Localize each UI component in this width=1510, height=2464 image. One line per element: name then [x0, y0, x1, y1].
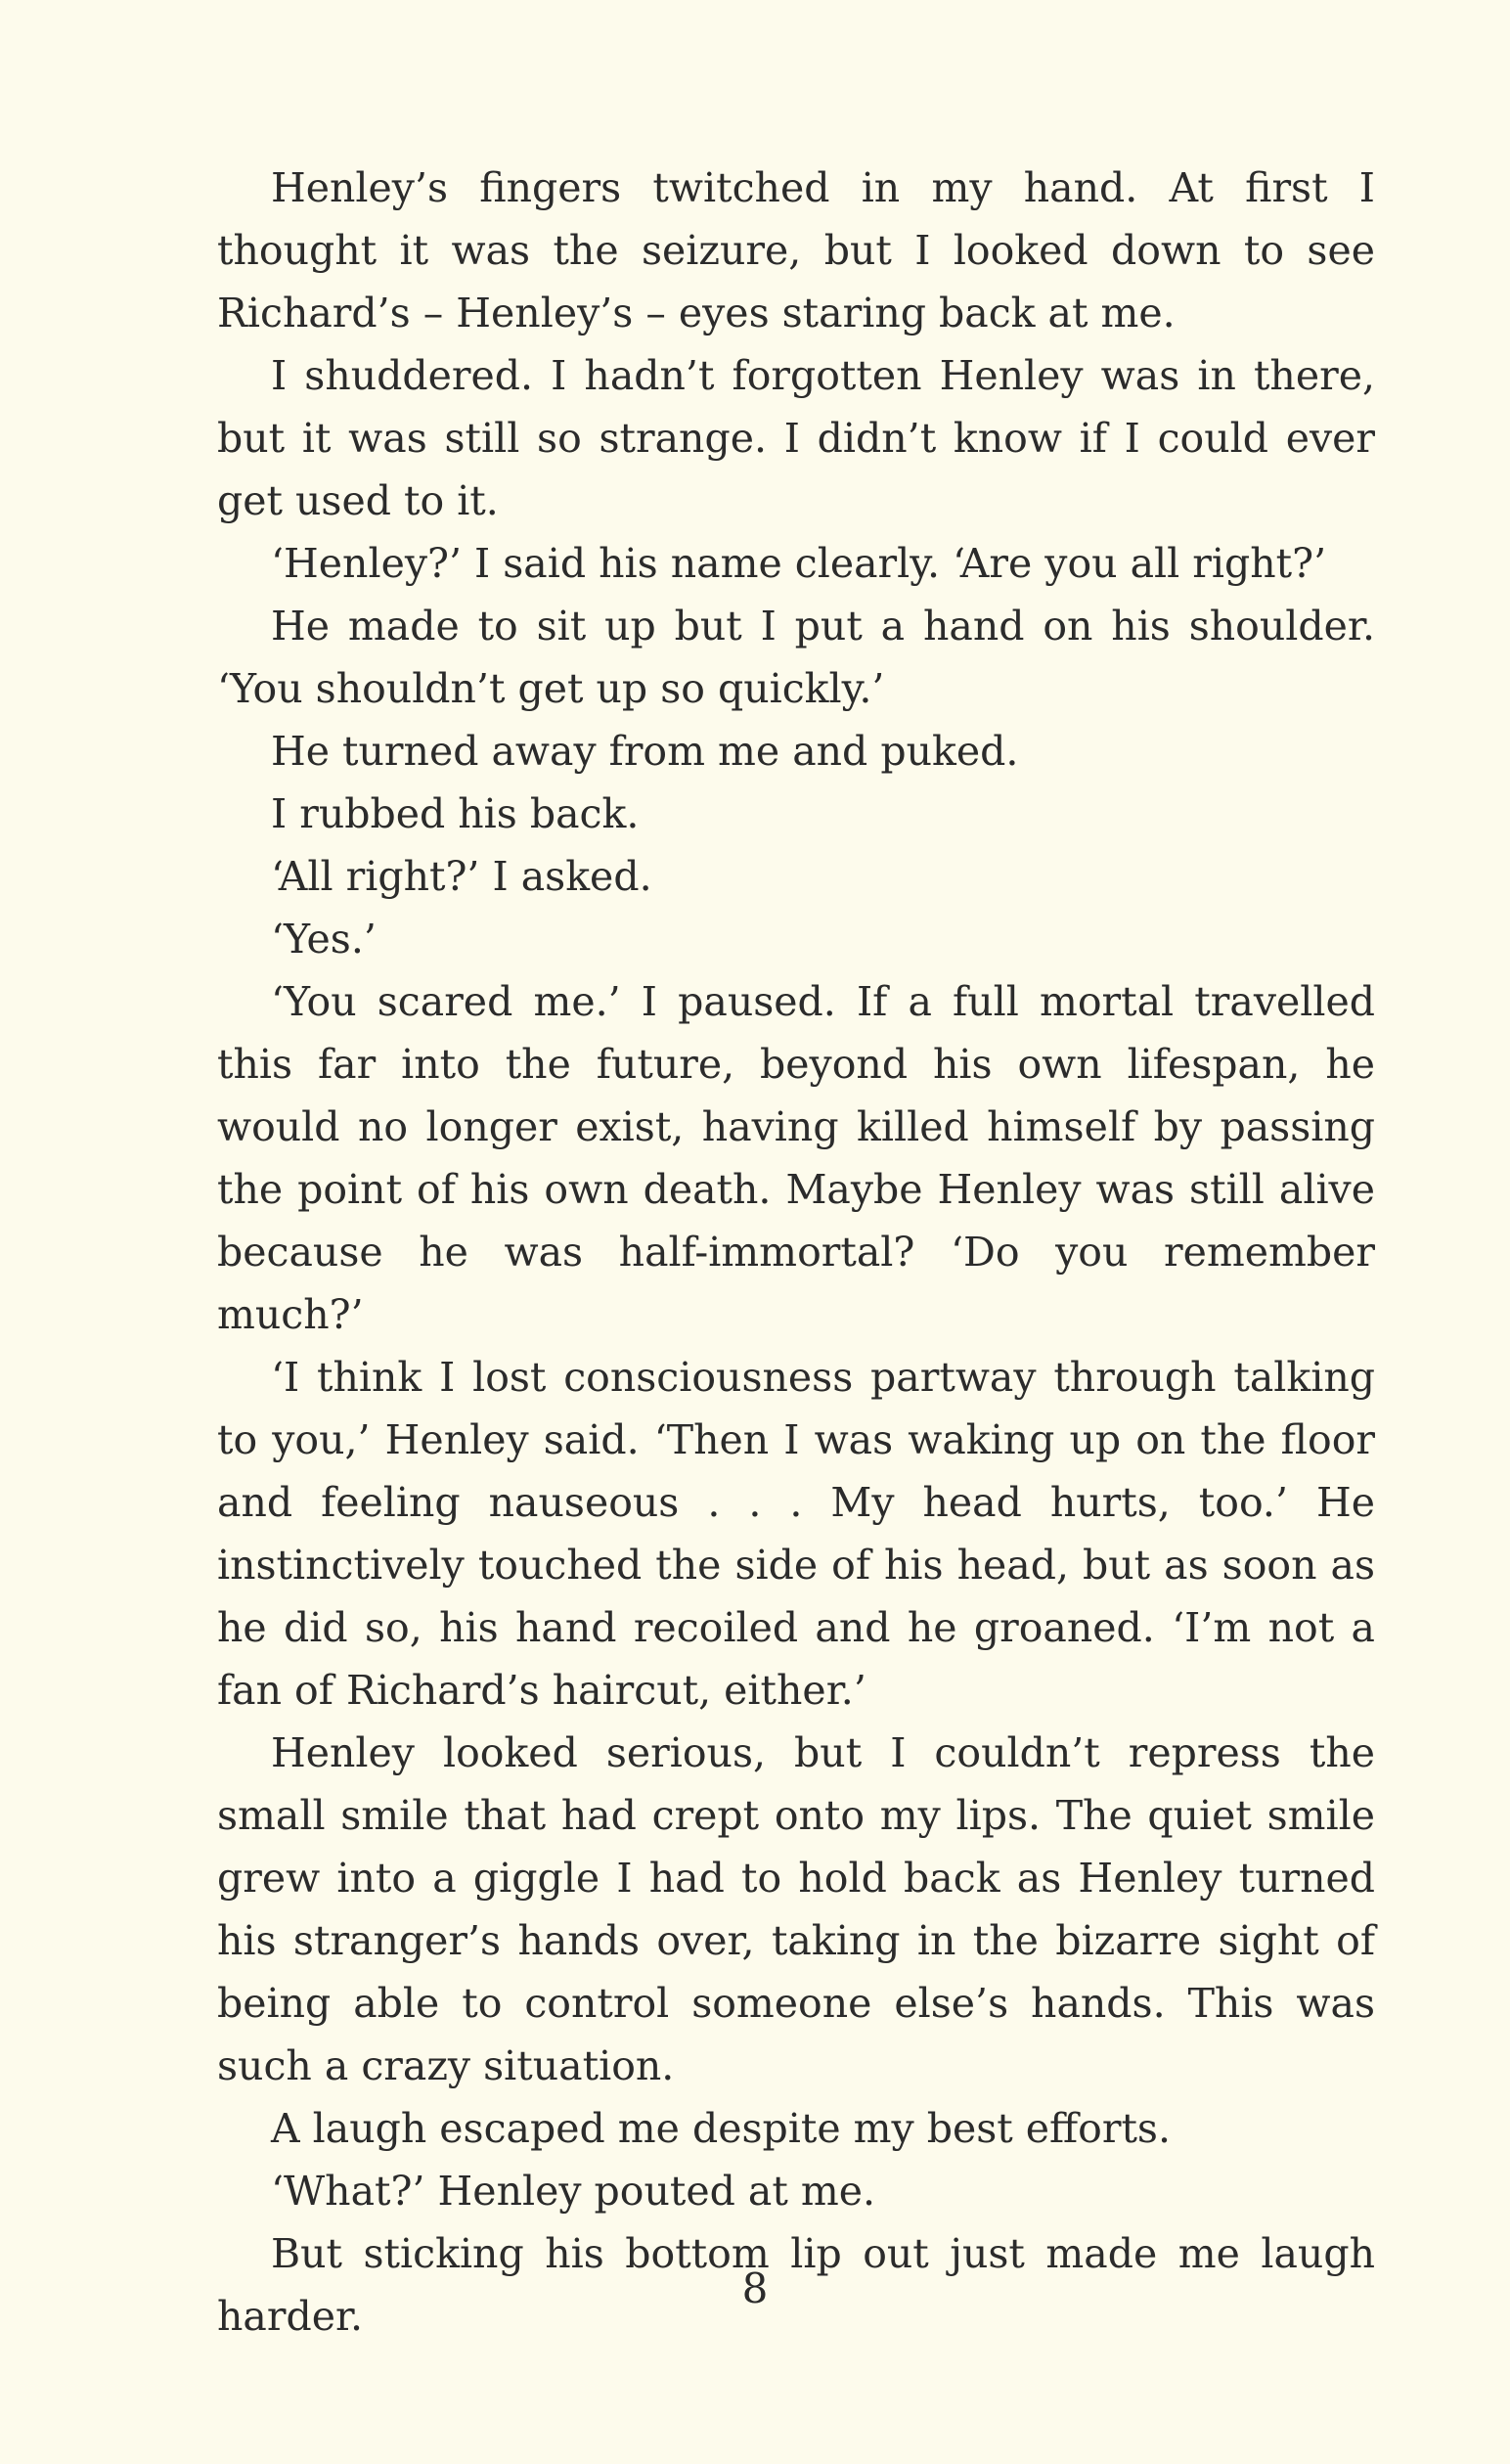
- body-text: [217, 157, 1375, 2348]
- paragraph: I shuddered. I hadn’t forgotten Henley was in there, but it was still so strange. I didn’t know if I could ever get used to it.: [217, 352, 1375, 524]
- paragraph: ‘Yes.’: [271, 916, 377, 963]
- paragraph: I rubbed his back.: [271, 790, 640, 837]
- page-number: 8: [741, 2264, 769, 2312]
- paragraph: ‘What?’ Henley pouted at me.: [271, 2168, 876, 2215]
- paragraph: ‘Henley?’ I said his name clearly. ‘Are you all right?’: [271, 540, 1327, 587]
- paragraph: ‘All right?’ I asked.: [271, 853, 652, 900]
- paragraph: He turned away from me and puked.: [271, 728, 1019, 775]
- paragraph: ‘You scared me.’ I paused. If a full mortal travelled this far into the future, beyond his own lifespan, he would no longer exist, having killed himself by passing the point of his own death. Maybe Henley was still alive because he was half-immortal? ‘Do you remember much?’: [217, 978, 1375, 1338]
- paragraph: ‘I think I lost consciousness partway through talking to you,’ Henley said. ‘Then I was waking up on the floor and feeling nauseous . . . My head hurts, too.’ He instinctively touched the side of his head, but as soon as he did so, his hand recoiled and he groaned. ‘I’m not a fan of Richard’s haircut, either.’: [217, 1354, 1375, 1714]
- paragraph: Henley looked serious, but I couldn’t repress the small smile that had crept onto my lips. The quiet smile grew into a giggle I had to hold back as Henley turned his stranger’s hands over, taking in the bizarre sight of being able to control someone else’s hands. This was such a crazy situation.: [217, 1729, 1375, 2089]
- paragraph: A laugh escaped me despite my best efforts.: [271, 2105, 1171, 2152]
- paragraph: Henley’s fingers twitched in my hand. At first I thought it was the seizure, but I looked down to see Richard’s – Henley’s – eyes staring back at me.: [217, 164, 1375, 336]
- paragraph: He made to sit up but I put a hand on his shoulder. ‘You shouldn’t get up so quickly.’: [217, 603, 1375, 712]
- paragraph: But sticking his bottom lip out just made me laugh harder.: [217, 2230, 1375, 2340]
